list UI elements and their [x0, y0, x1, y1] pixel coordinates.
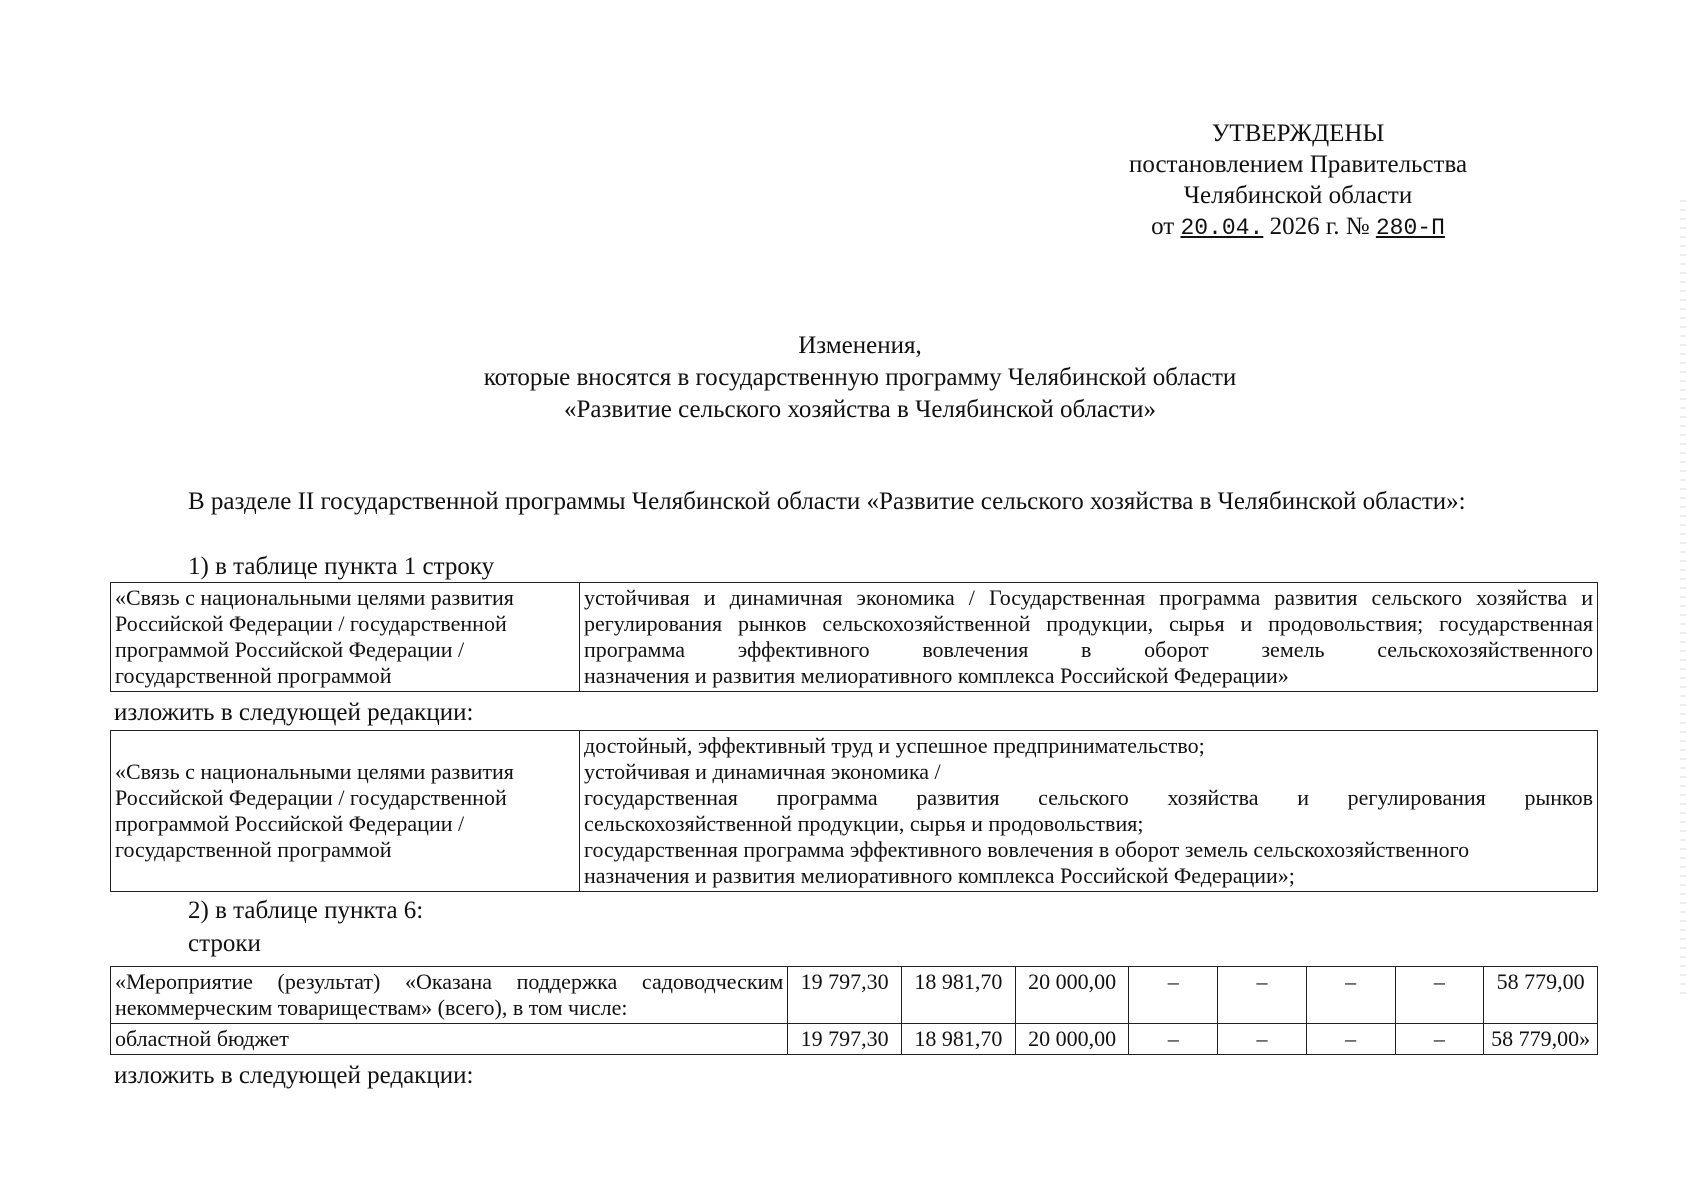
value-cell: 18 981,70 — [901, 1024, 1015, 1055]
item-1-heading: 1) в таблице пункта 1 строку — [188, 553, 495, 580]
table-1-right-text-a: устойчивая и динамичная экономика / Государственная программа развития сельского хозяйства и регулирования рынков сельскохозяйственной продукции, сырья и продовольствия; государственная программа эффективного вовлечения в оборот земель сельскохозяйственного — [584, 585, 1593, 662]
table-row — [111, 967, 1598, 1024]
title-line-2: которые вносятся в государственную программу Челябинской области — [483, 364, 1237, 391]
approval-date-line — [1078, 211, 1518, 244]
document-title — [340, 330, 1380, 426]
table-2-line: государственная программа эффективного вовлечения в оборот земель сельскохозяйственного — [584, 837, 1470, 862]
dash-cell: – — [1306, 1024, 1395, 1055]
value-cell: 19 797,30 — [788, 967, 902, 1024]
approval-number: 280-П — [1375, 215, 1445, 241]
dash-cell: – — [1306, 967, 1395, 1024]
table-row — [111, 583, 1598, 692]
value-cell: 20 000,00 — [1015, 1024, 1129, 1055]
title-line-3: «Развитие сельского хозяйства в Челябинской области» — [563, 396, 1157, 423]
dash-cell: – — [1218, 967, 1307, 1024]
table-1-current — [110, 582, 1598, 692]
table-2-line: устойчивая и динамичная экономика / — [584, 759, 941, 784]
value-cell: 20 000,00 — [1015, 967, 1129, 1024]
table-1-right-text-b: назначения и развития мелиоративного комплекса Российской Федерации» — [584, 663, 1289, 688]
number-prefix: № — [1345, 213, 1370, 240]
table-2-right-cell — [580, 731, 1598, 892]
dash-cell: – — [1395, 1024, 1484, 1055]
approval-line-3: Челябинской области — [1183, 182, 1413, 209]
restate-line-1: изложить в следующей редакции: — [114, 699, 474, 726]
value-cell: 19 797,30 — [788, 1024, 902, 1055]
date-prefix: от — [1151, 213, 1175, 240]
rows-label: строки — [188, 930, 261, 957]
restate-line-2: изложить в следующей редакции: — [114, 1062, 474, 1089]
total-cell: 58 779,00 — [1484, 967, 1598, 1024]
table-2-line: сельскохозяйственной продукции, сырья и продовольствия; — [584, 811, 1144, 836]
dash-cell: – — [1129, 1024, 1218, 1055]
row-name: областной бюджет — [111, 1024, 788, 1055]
approval-line-2: постановлением Правительства — [1128, 151, 1468, 178]
intro-paragraph: В разделе II государственной программы Челябинской области «Развитие сельского хозяйства в Челябинской области»: — [188, 488, 1466, 515]
table-1-right-cell — [580, 583, 1598, 692]
approval-year: 2026 г. — [1269, 213, 1340, 240]
table-2-line: достойный, эффективный труд и успешное предпринимательство; — [584, 733, 1205, 758]
title-line-1: Изменения, — [798, 332, 922, 359]
table-row — [111, 731, 1598, 892]
table-1-left-cell: «Связь с национальными целями развития Российской Федерации / государственной программой Российской Федерации / государственной программой — [111, 583, 580, 692]
dash-cell: – — [1218, 1024, 1307, 1055]
dash-cell: – — [1129, 967, 1218, 1024]
approval-title: УТВЕРЖДЕНЫ — [1211, 120, 1385, 147]
table-2-left-cell: «Связь с национальными целями развития Российской Федерации / государственной программой Российской Федерации / государственной программой — [111, 731, 580, 892]
row-name: «Мероприятие (результат) «Оказана поддержка садоводческим некоммерческим товариществам» (всего), в том числе: — [111, 967, 788, 1024]
item-2-heading: 2) в таблице пункта 6: — [188, 897, 424, 924]
total-cell: 58 779,00» — [1484, 1024, 1598, 1055]
approval-date: 20.04. — [1180, 215, 1264, 241]
table-2-line: назначения и развития мелиоративного комплекса Российской Федерации»; — [584, 863, 1295, 888]
approval-stamp — [1078, 118, 1518, 244]
table-2-new — [110, 730, 1598, 892]
table-row — [111, 1024, 1598, 1055]
table-2-line: государственная программа развития сельского хозяйства и регулирования рынков — [584, 785, 1593, 810]
scan-edge-artifact — [1680, 200, 1686, 1000]
table-3-funding — [110, 966, 1598, 1055]
dash-cell: – — [1395, 967, 1484, 1024]
value-cell: 18 981,70 — [901, 967, 1015, 1024]
